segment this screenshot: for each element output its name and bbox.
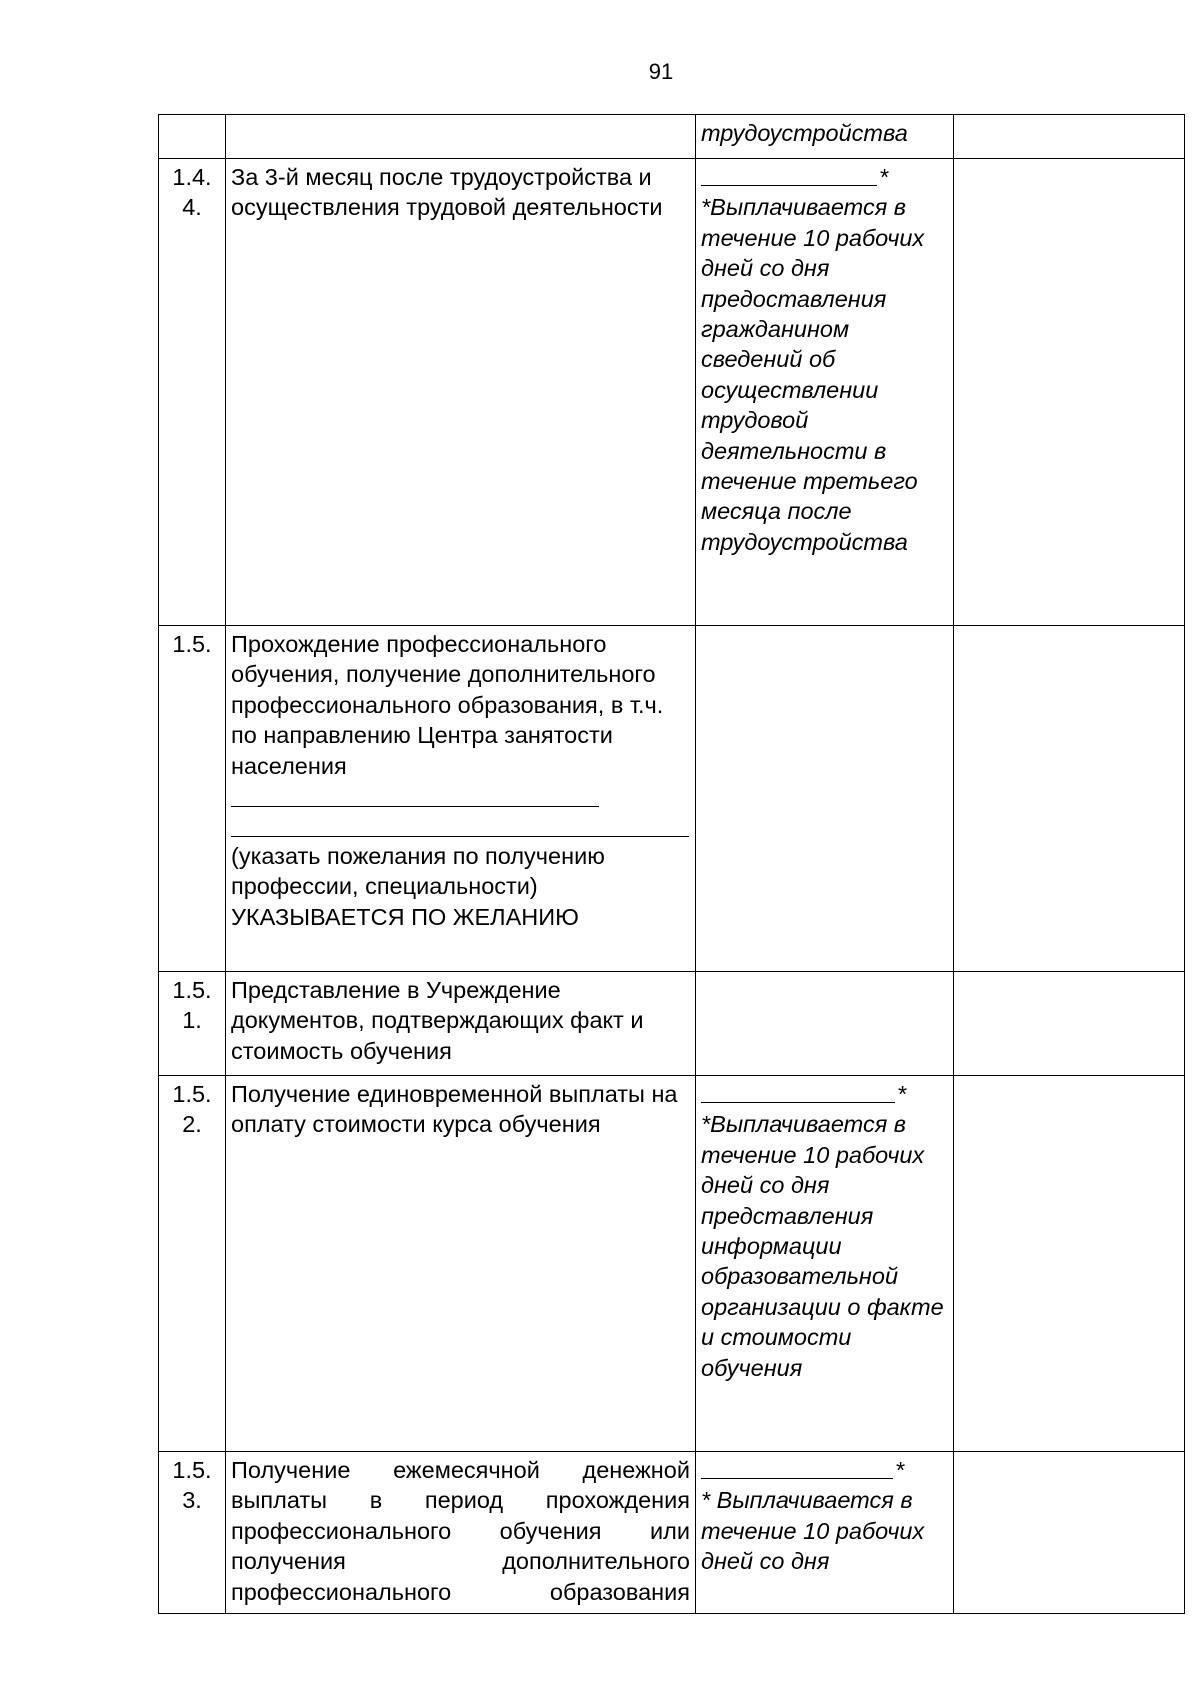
row-number: 1.5. 1. <box>159 972 226 1076</box>
wish-optional-note: УКАЗЫВАЕТСЯ ПО ЖЕЛАНИЮ <box>231 903 579 930</box>
row-extra-cell <box>954 1452 1185 1614</box>
table-row <box>159 1452 1185 1614</box>
description-line: получения дополнительного <box>231 1548 690 1575</box>
wish-input-line-1[interactable] <box>231 781 690 811</box>
table-row <box>159 115 1185 159</box>
footnote-star: * <box>895 1457 905 1483</box>
row-payment-note: *Выплачивается в течение 10 рабочих дней со дня представления информации образовательной организации о факте и стоимости обучения <box>701 1111 944 1381</box>
row-payment-note: * Выплачивается в течение 10 рабочих дней со дня <box>701 1487 925 1575</box>
row-description: За 3-й месяц после трудоустройства и осуществления трудовой деятельности <box>226 159 696 626</box>
table-row <box>159 1076 1185 1452</box>
page-number: 91 <box>648 59 674 84</box>
row-extra-cell <box>954 626 1185 972</box>
footnote-star: * <box>879 164 889 190</box>
row-number: 1.5. 2. <box>159 1076 226 1452</box>
payment-amount-blank[interactable] <box>701 1455 948 1485</box>
row-payment-note-cell <box>696 1452 954 1614</box>
description-line: выплаты в период прохождения <box>231 1487 690 1514</box>
row-description: Представление в Учреждение документов, подтверждающих факт и стоимость обучения <box>226 972 696 1076</box>
row-payment-note-cell <box>696 159 954 626</box>
description-line: профессионального образования <box>231 1578 690 1605</box>
row-description <box>226 115 696 159</box>
row-payment-note-cell <box>696 1076 954 1452</box>
row-number <box>159 115 226 159</box>
table-row <box>159 626 1185 972</box>
payment-amount-blank[interactable] <box>701 1079 948 1109</box>
table-row <box>159 972 1185 1076</box>
row-payment-note: *Выплачивается в течение 10 рабочих дней со дня предоставления гражданином сведений об осуществлении трудовой деятельности в течение третьего месяца после трудоустройства <box>701 194 925 555</box>
row-extra-cell <box>954 159 1185 626</box>
wish-input-line-2[interactable] <box>231 811 690 841</box>
row-description-cell <box>226 626 696 972</box>
footnote-star: * <box>897 1081 907 1107</box>
row-payment-note <box>696 972 954 1076</box>
row-number: 1.5. 3. <box>159 1452 226 1614</box>
document-table <box>158 114 1185 1614</box>
row-payment-note: трудоустройства <box>696 115 954 159</box>
payment-amount-blank[interactable] <box>701 162 948 192</box>
wish-hint: (указать пожелания по получению профессии, специальности) <box>231 843 605 900</box>
row-extra-cell <box>954 972 1185 1076</box>
row-extra-cell <box>954 115 1185 159</box>
row-description-cell <box>226 1452 696 1614</box>
row-extra-cell <box>954 1076 1185 1452</box>
row-description: Получение единовременной выплаты на оплату стоимости курса обучения <box>226 1076 696 1452</box>
description-line: профессионального обучения или <box>231 1517 690 1544</box>
table-row <box>159 159 1185 626</box>
row-description: Прохождение профессионального обучения, получение дополнительного профессионального образования, в т.ч. по направлению Центра занятости населения <box>231 631 664 779</box>
description-line: Получение ежемесячной денежной <box>231 1457 690 1483</box>
row-payment-note <box>696 626 954 972</box>
row-number: 1.4. 4. <box>159 159 226 626</box>
row-number: 1.5. <box>159 626 226 972</box>
